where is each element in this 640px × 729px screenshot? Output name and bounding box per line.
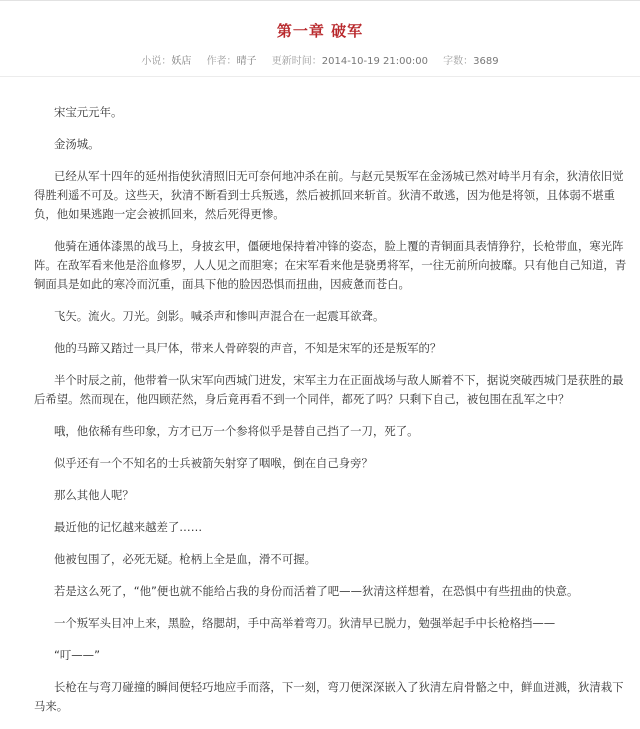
paragraph: 半个时辰之前，他带着一队宋军向西城门进发，宋军主力在正面战场与敌人厮着不下，据说突破西城门是获胜的最后希望。然而现在，他四顾茫然，身后竟再看不到一个同伴，都死了吗？只剩下自己，被包围在乱军之中？	[34, 373, 624, 406]
paragraph: 那么其他人呢？	[54, 488, 134, 502]
meta-author-value[interactable]: 晴子	[236, 56, 257, 67]
paragraph: 最近他的记忆越来越差了……	[54, 520, 203, 534]
meta-novel	[141, 52, 191, 67]
paragraph: “叮——”	[54, 648, 100, 662]
meta-words	[443, 52, 498, 67]
paragraph: 他的马蹄又踏过一具尸体，带来人骨碎裂的声音，不知是宋军的还是叛军的？	[54, 341, 442, 355]
meta-words-value: 3689	[473, 56, 499, 67]
paragraph: 宋宝元元年。	[54, 105, 123, 119]
top-divider	[0, 0, 640, 1]
meta-novel-value[interactable]: 妖店	[171, 56, 192, 67]
paragraph: 他被包围了，必死无疑。枪柄上全是血，滑不可握。	[54, 552, 316, 566]
paragraph: 他骑在通体漆黑的战马上，身披玄甲，僵硬地保持着冲锋的姿态，脸上覆的青铜面具表情狰狞，长枪带血，寒光阵阵。在敌军看来他是浴血修罗，人人见之而胆寒；在宋军看来他是骁勇将军，一往无前所向披靡。只有他自己知道，青铜面具是如此的寒冷而沉重，面具下他的脸因恐惧而扭曲，因疲惫而苍白。	[34, 239, 627, 291]
chapter-content	[34, 103, 632, 729]
meta-author-label: 作者：	[206, 56, 237, 67]
paragraph: 金汤城。	[54, 137, 100, 151]
meta-words-label: 字数：	[443, 56, 474, 67]
meta-updated-label: 更新时间：	[271, 56, 322, 67]
meta-novel-label: 小说：	[141, 56, 172, 67]
chapter-meta	[0, 52, 640, 67]
paragraph: 一个叛军头目冲上来，黑脸，络腮胡，手中高举着弯刀。狄清早已脱力，勉强举起手中长枪格挡——	[54, 616, 556, 630]
paragraph: 飞矢。流火。刀光。剑影。喊杀声和惨叫声混合在一起震耳欲聋。	[54, 309, 385, 323]
meta-updated	[272, 52, 428, 67]
meta-divider	[0, 76, 640, 77]
paragraph: 长枪在与弯刀碰撞的瞬间便轻巧地应手而落，下一刻，弯刀便深深嵌入了狄清左肩骨骼之中，鲜血迸溅，狄清栽下马来。	[34, 680, 624, 713]
paragraph: 似乎还有一个不知名的士兵被箭矢射穿了咽喉，倒在自己身旁？	[54, 456, 373, 470]
paragraph: 若是这么死了，“他”便也就不能给占我的身份而活着了吧——狄清这样想着，在恐惧中有些扭曲的快意。	[54, 584, 579, 598]
meta-author	[207, 52, 257, 67]
chapter-title: 第一章 破军	[276, 22, 364, 40]
paragraph: 哦，他依稀有些印象，方才已万一个参将似乎是替自己挡了一刀，死了。	[54, 424, 419, 438]
paragraph: 已经从军十四年的延州指使狄清照旧无可奈何地冲杀在前。与赵元昊叛军在金汤城已然对峙半月有余，狄清依旧觉得胜利遥不可及。这些天，狄清不断看到士兵叛逃，然后被抓回来斩首。狄清不敢逃，因为他是将领，且体弱不堪重负，他如果逃跑一定会被抓回来，然后死得更惨。	[34, 169, 624, 221]
meta-updated-value: 2014-10-19 21:00:00	[321, 56, 428, 67]
